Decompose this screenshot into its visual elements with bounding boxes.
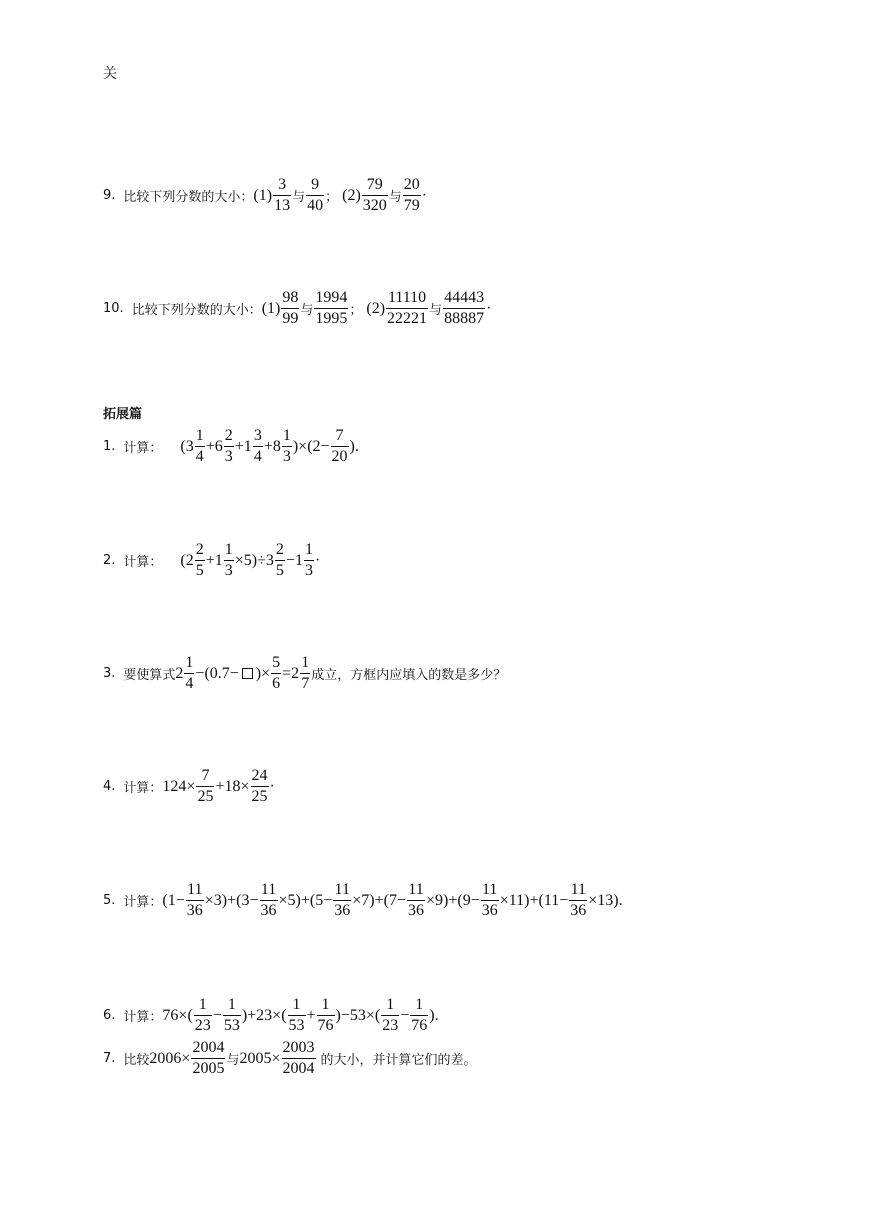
fraction: $\frac{9}{40}$ — [307, 176, 324, 214]
expr-text: −1 — [285, 551, 303, 569]
part-label: (1) — [253, 186, 273, 204]
expr-text: )×(2− — [292, 437, 330, 455]
fraction: $\frac{5}{6}$ — [272, 654, 281, 692]
fraction: $\frac{20}{79}$ — [403, 176, 420, 214]
question-label: 计算： — [123, 781, 163, 796]
fraction: $\frac{1994}{1995}$ — [315, 289, 348, 327]
fraction: $\frac{1}{76}$ — [411, 996, 428, 1034]
fraction: $\frac{11110}{22221}$ — [387, 289, 428, 327]
question-number: 4. — [103, 779, 116, 794]
expr-text: +(11− — [529, 891, 569, 909]
separator: ； — [325, 190, 339, 205]
expr-text: − — [212, 1006, 222, 1024]
expr-text: (2 — [180, 551, 194, 569]
question-tail: 的大小，并计算它们的差。 — [320, 1053, 477, 1068]
fraction: $\frac{1}{76}$ — [317, 996, 334, 1034]
fraction: $\frac{11}{36}$ — [186, 881, 203, 919]
fraction: $\frac{11}{36}$ — [334, 881, 351, 919]
expr-text: −(0.7− — [195, 664, 239, 682]
question-label: 计算： — [123, 895, 163, 910]
part-label: (2) — [342, 186, 361, 204]
expr-text: ×11) — [499, 891, 530, 909]
separator: ； — [349, 303, 363, 318]
fraction: $\frac{1}{3}$ — [304, 541, 313, 579]
fraction: $\frac{3}{13}$ — [274, 176, 291, 214]
expr-text: +1 — [234, 437, 252, 455]
question-tail: 成立，方框内应填入的数是多少？ — [311, 668, 507, 683]
expr-text: +1 — [205, 551, 223, 569]
fraction: $\frac{1}{4}$ — [185, 654, 194, 692]
part-label: (2) — [366, 299, 386, 317]
fraction: $\frac{44443}{88887}$ — [444, 289, 485, 327]
expr-text: − — [400, 1006, 410, 1024]
expr-text: )× — [255, 664, 271, 682]
expr-text: 124× — [162, 777, 196, 795]
expr-text: ). — [429, 1006, 439, 1024]
exercise-2 — [103, 540, 320, 581]
expr-text: +(7− — [374, 891, 406, 909]
connector: 与 — [300, 303, 314, 318]
expr-text: )+23×( — [241, 1006, 287, 1024]
expr-text: ×13). — [588, 891, 623, 909]
expr-text: ×3) — [204, 891, 228, 909]
question-number: 3. — [103, 666, 116, 681]
question-number: 7. — [103, 1051, 116, 1066]
connector: 与 — [292, 190, 306, 205]
question-number: 1. — [103, 439, 116, 454]
end-mark: · — [421, 186, 428, 204]
fraction: $\frac{1}{7}$ — [301, 654, 310, 692]
expr-text: +8 — [263, 437, 281, 455]
fraction: $\frac{11}{36}$ — [570, 881, 587, 919]
answer-box — [242, 668, 253, 679]
exercise-3 — [103, 653, 506, 694]
fraction: $\frac{11}{36}$ — [407, 881, 424, 919]
exercise-1 — [103, 426, 359, 467]
expr-text: 2005× — [239, 1049, 281, 1067]
end-mark: · — [486, 299, 492, 317]
question-10 — [103, 288, 491, 329]
question-number: 2. — [103, 553, 116, 568]
fraction: $\frac{11}{36}$ — [260, 881, 277, 919]
question-label: 要使算式 — [123, 668, 176, 683]
expr-text: 76×( — [162, 1006, 193, 1024]
expr-text: ×9) — [425, 891, 449, 909]
question-label: 计算： — [123, 441, 163, 456]
fraction: $\frac{7}{25}$ — [197, 767, 214, 805]
expr-text: ×7) — [352, 891, 375, 909]
fraction: $\frac{1}{53}$ — [223, 996, 240, 1034]
expr-text: +6 — [205, 437, 223, 455]
expr-text: (1− — [162, 891, 185, 909]
expr-text: (3 — [180, 437, 194, 455]
expr-text: ×5)÷3 — [234, 551, 274, 569]
question-label: 比较 — [123, 1053, 150, 1068]
fraction: $\frac{1}{53}$ — [288, 996, 305, 1034]
fraction: $\frac{1}{23}$ — [382, 996, 399, 1034]
section-title: 拓展篇 — [103, 407, 143, 422]
fraction: $\frac{2003}{2004}$ — [282, 1039, 315, 1077]
question-number: 9. — [103, 188, 116, 203]
expr-text: ×5) — [278, 891, 301, 909]
expr-text: +(9− — [448, 891, 480, 909]
expr-text: )−53×( — [335, 1006, 381, 1024]
connector: 与 — [388, 190, 402, 205]
exercise-7 — [103, 1038, 477, 1079]
expr-text: · — [269, 777, 275, 795]
question-number: 5. — [103, 893, 116, 908]
fraction: $\frac{2}{5}$ — [275, 541, 284, 579]
exercise-6 — [103, 995, 439, 1036]
expr-text: =2 — [282, 664, 300, 682]
fraction: $\frac{11}{36}$ — [481, 881, 498, 919]
fraction: $\frac{2}{5}$ — [195, 541, 204, 579]
fraction: $\frac{79}{320}$ — [362, 176, 387, 214]
question-number: 6. — [103, 1008, 116, 1023]
question-text: 比较下列分数的大小： — [123, 190, 254, 205]
fraction: $\frac{2004}{2005}$ — [192, 1039, 225, 1077]
exercise-5 — [103, 880, 623, 921]
expr-text: +(5− — [300, 891, 333, 909]
expr-text: 2 — [175, 664, 184, 682]
expr-text: +18× — [215, 777, 250, 795]
fraction: $\frac{2}{3}$ — [224, 427, 233, 465]
question-9 — [103, 175, 427, 216]
fraction: $\frac{1}{23}$ — [194, 996, 211, 1034]
question-number: 10. — [103, 301, 124, 316]
expr-text: +(3− — [227, 891, 259, 909]
fraction: $\frac{7}{20}$ — [331, 427, 348, 465]
fraction: $\frac{1}{4}$ — [195, 427, 204, 465]
expr-text: · — [314, 551, 321, 569]
connector: 与 — [226, 1053, 240, 1068]
fraction: $\frac{1}{3}$ — [282, 427, 291, 465]
fraction: $\frac{24}{25}$ — [251, 767, 268, 805]
question-label: 计算： — [123, 1010, 163, 1025]
expr-text: ). — [349, 437, 359, 455]
fraction: $\frac{3}{4}$ — [253, 427, 262, 465]
part-label: (1) — [261, 299, 281, 317]
question-label: 计算： — [123, 555, 163, 570]
expr-text: + — [306, 1006, 316, 1024]
exercise-4 — [103, 766, 275, 807]
fraction: $\frac{1}{3}$ — [224, 541, 233, 579]
question-text: 比较下列分数的大小： — [131, 303, 262, 318]
page-top-fragment: 关 — [103, 66, 117, 82]
connector: 与 — [429, 303, 443, 318]
expr-text: 2006× — [149, 1049, 191, 1067]
fraction: $\frac{98}{99}$ — [282, 289, 299, 327]
